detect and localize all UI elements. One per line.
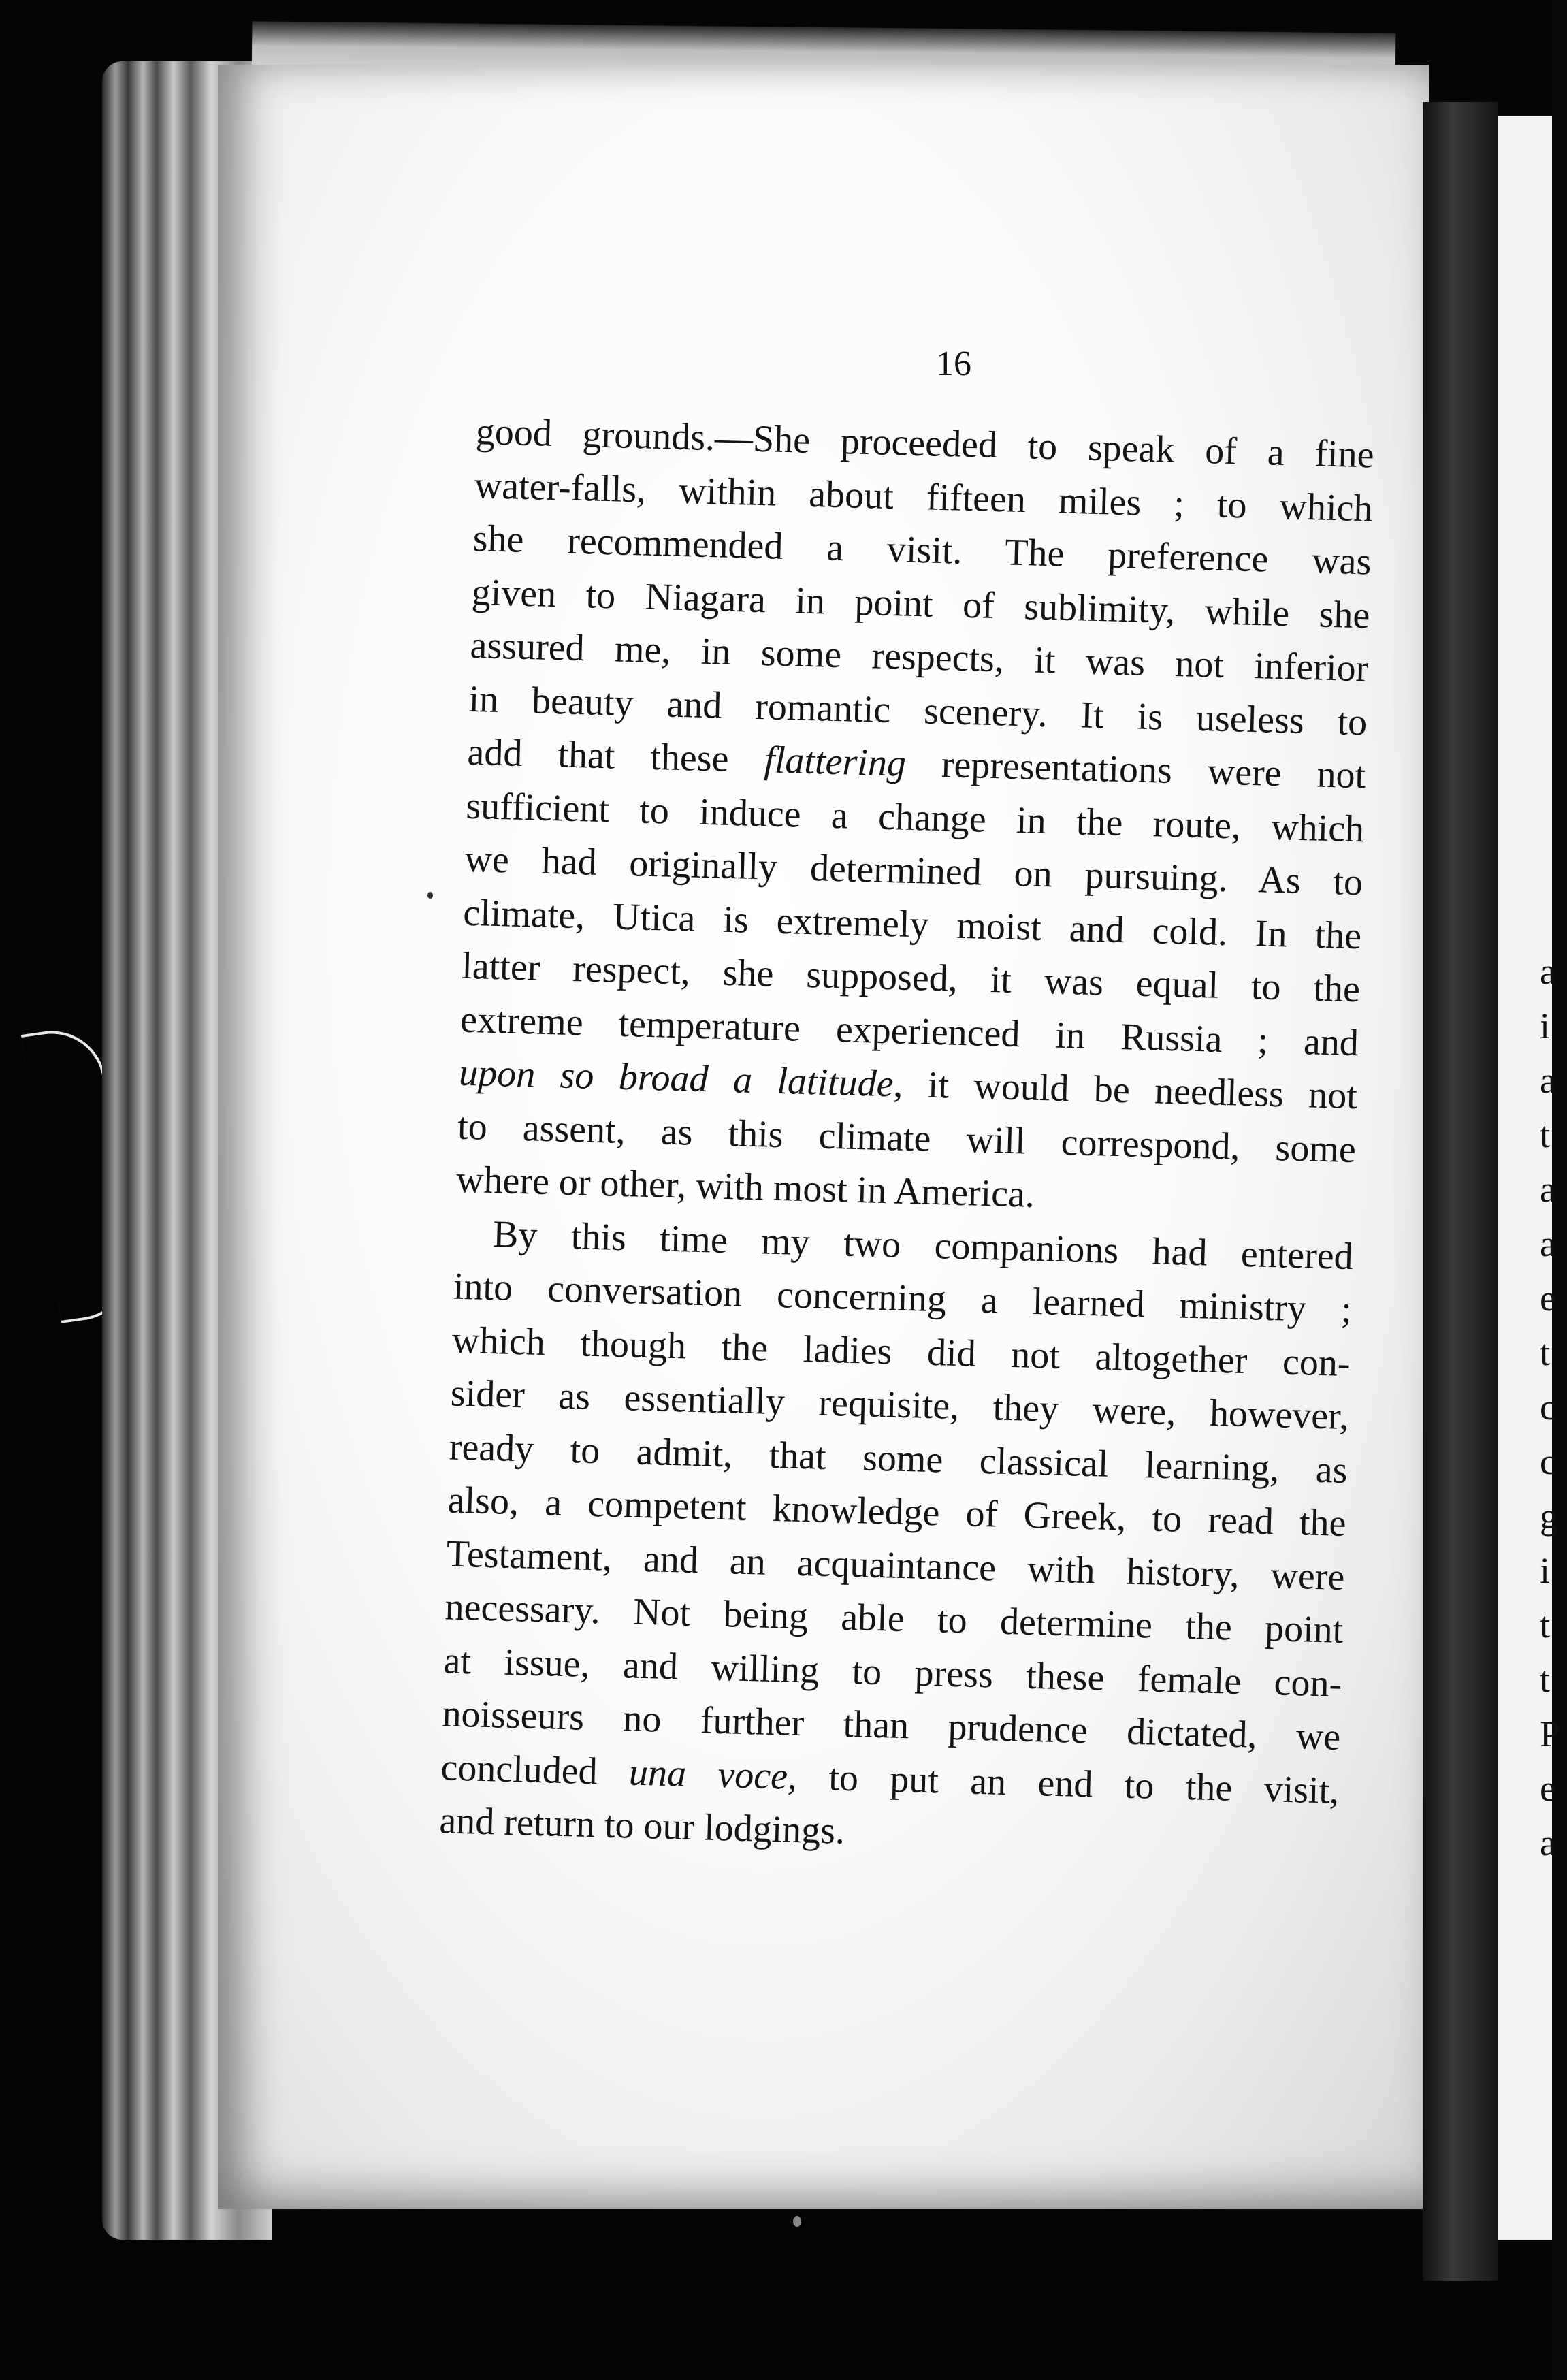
facing-page-letter: e — [1540, 1278, 1556, 1319]
facing-page-letter: c — [1540, 1441, 1556, 1482]
text-run: extreme temperature experienced in Russia ; and — [459, 998, 1359, 1064]
ink-speck — [427, 892, 433, 899]
facing-page-letter: i — [1540, 1550, 1551, 1591]
text-run: given to Niagara in point of sublimity, while she — [471, 570, 1371, 637]
text-run: water-falls, within about fifteen miles ; to which — [474, 464, 1374, 530]
text-run: representations were not — [905, 742, 1367, 797]
text-run: she recommended a visit. The preference was — [472, 517, 1372, 583]
facing-page-letter: i — [1540, 1006, 1551, 1046]
text-run: to assent, as this climate will correspond, some — [457, 1105, 1357, 1171]
italic-text: flattering — [763, 739, 907, 785]
text-run: concluded — [440, 1746, 630, 1794]
text-run: where or other, with most in America. — [455, 1158, 1035, 1216]
facing-page-letter: a — [1540, 951, 1556, 992]
text-run: , to put an end to the visit, — [787, 1755, 1340, 1812]
facing-page-letter: c — [1540, 1387, 1556, 1428]
text-run: latter respect, she supposed, it was equal to the — [461, 944, 1361, 1011]
text-run: climate, Utica is extremely moist and cold. In the — [462, 891, 1362, 957]
facing-page-letter: a — [1540, 1822, 1556, 1863]
text-run: add that these — [466, 730, 765, 782]
text-run: By this time my two companions had entered — [492, 1212, 1354, 1278]
text-run: Testament, and an acquaintance with history, were — [446, 1532, 1346, 1598]
facing-page-letter: e — [1540, 1768, 1556, 1809]
text-run: sufficient to induce a change in the route, which — [465, 784, 1365, 850]
facing-page-letter: a — [1540, 1169, 1556, 1210]
facing-page-letter: t — [1540, 1114, 1551, 1155]
page-body-text — [439, 405, 1375, 1871]
text-run: into conversation concerning a learned ministry ; — [453, 1265, 1353, 1332]
text-run: at issue, and willing to press these female con- — [442, 1639, 1343, 1705]
facing-page-letter: g — [1540, 1496, 1558, 1537]
text-run: assured me, in some respects, it was not inferior — [469, 624, 1370, 690]
page-number: 16 — [936, 344, 971, 383]
text-run: and return to our lodgings. — [438, 1799, 845, 1852]
facing-page-letter: a — [1540, 1060, 1556, 1101]
text-run: necessary. Not being able to determine the point — [444, 1586, 1344, 1652]
text-run: which though the ladies did not altogether con- — [451, 1319, 1351, 1385]
paper-mark — [793, 2216, 801, 2227]
facing-page-letter: t — [1540, 1605, 1551, 1645]
text-run: sider as essentially requisite, they were, however, — [450, 1372, 1350, 1438]
text-run: good grounds.—She proceeded to speak of a fine — [475, 410, 1375, 477]
text-run: , it would be needless not — [892, 1063, 1358, 1118]
text-run: ready to admit, that some classical learning, as — [449, 1425, 1348, 1492]
text-run: in beauty and romantic scenery. It is useless to — [468, 677, 1368, 743]
text-run: we had originally determined on pursuing. As to — [464, 837, 1363, 904]
facing-page-letter: a — [1540, 1223, 1556, 1264]
italic-text: una voce — [628, 1751, 788, 1798]
book-gutter — [1423, 102, 1498, 2281]
text-run: noisseurs no further than prudence dictated, we — [441, 1692, 1342, 1758]
text-run: also, a competent knowledge of Greek, to read the — [447, 1479, 1347, 1545]
facing-page-letter: t — [1540, 1332, 1551, 1373]
facing-page-letter: P — [1540, 1714, 1561, 1754]
italic-text: upon so broad a latitude — [458, 1051, 894, 1106]
facing-page-letter: t — [1540, 1659, 1551, 1700]
